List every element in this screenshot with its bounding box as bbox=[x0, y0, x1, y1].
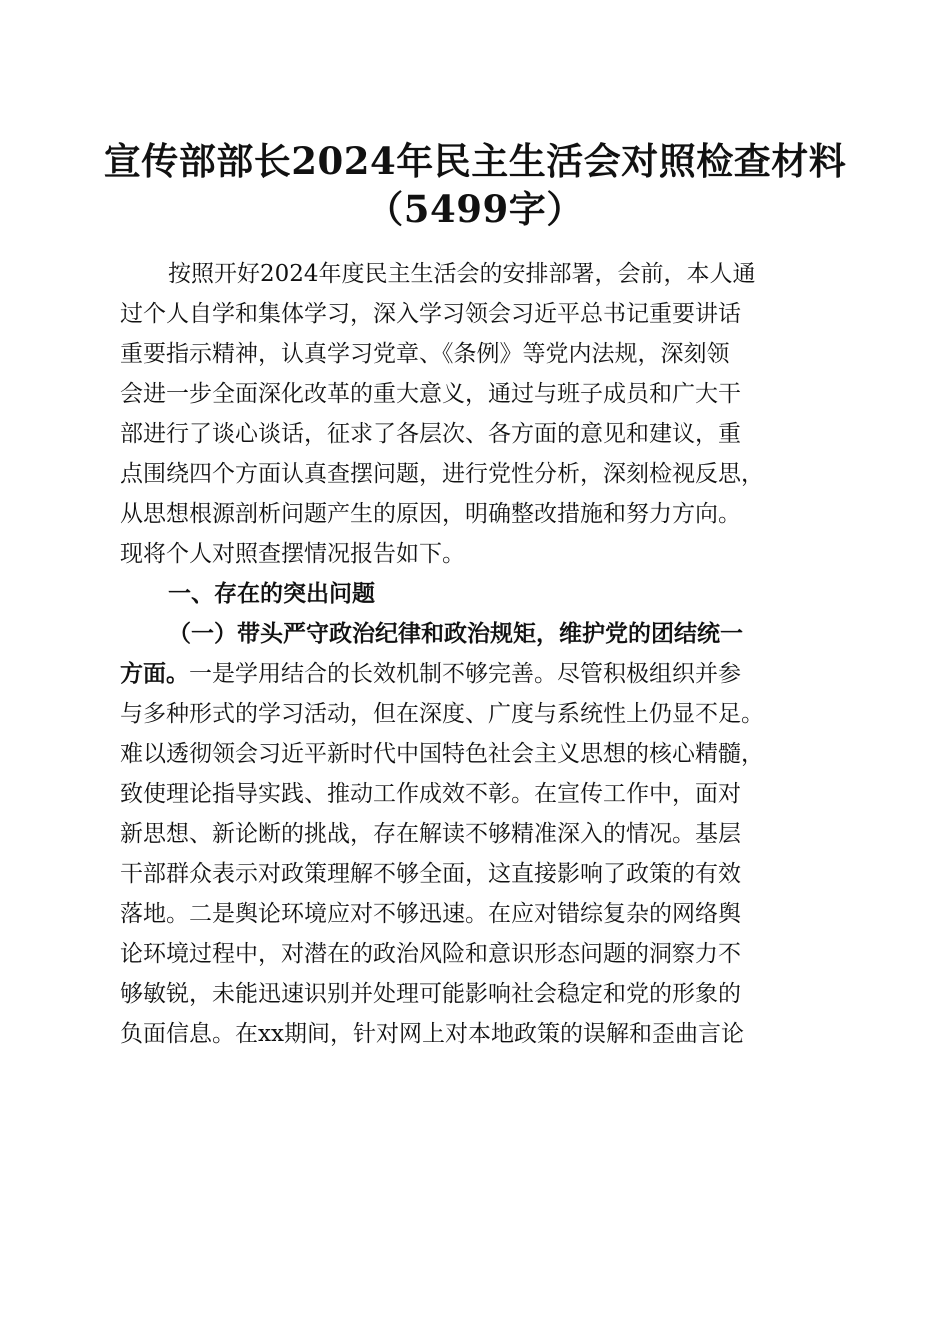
intro-line: 从思想根源剖析问题产生的原因，明确整改措施和努力方向。 bbox=[120, 501, 741, 527]
body-line: 致使理论指导实践、推动工作成效不彰。在宣传工作中，面对 bbox=[120, 781, 741, 807]
section-heading-1: 一、存在的突出问题 bbox=[168, 581, 375, 607]
intro-line: 现将个人对照查摆情况报告如下。 bbox=[120, 541, 465, 567]
title-line-2: （5499字） bbox=[366, 187, 584, 231]
subsection-heading-1-end: 方面。 bbox=[120, 660, 189, 687]
body-line: 够敏锐，未能迅速识别并处理可能影响社会稳定和党的形象的 bbox=[120, 981, 741, 1007]
title-line-1: 宣传部部长2024年民主生活会对照检查材料 bbox=[103, 139, 847, 183]
intro-line: 重要指示精神，认真学习党章、《条例》等党内法规，深刻领 bbox=[120, 341, 730, 367]
subsection-line bbox=[120, 654, 840, 694]
intro-line: 过个人自学和集体学习，深入学习领会习近平总书记重要讲话 bbox=[120, 301, 741, 327]
body-line: 新思想、新论断的挑战，存在解读不够精准深入的情况。基层 bbox=[120, 821, 741, 847]
document-title bbox=[100, 137, 850, 233]
intro-line: 点围绕四个方面认真查摆问题，进行党性分析，深刻检视反思， bbox=[120, 461, 764, 487]
body-line: 落地。二是舆论环境应对不够迅速。在应对错综复杂的网络舆 bbox=[120, 901, 741, 927]
body-line: 难以透彻领会习近平新时代中国特色社会主义思想的核心精髓， bbox=[120, 741, 764, 767]
body-line: 论环境过程中，对潜在的政治风险和意识形态问题的洞察力不 bbox=[120, 941, 741, 967]
subsection-heading-1: （一）带头严守政治纪律和政治规矩，维护党的团结统一 bbox=[168, 620, 743, 647]
intro-line: 会进一步全面深化改革的重大意义，通过与班子成员和广大干 bbox=[120, 381, 741, 407]
document-body bbox=[120, 254, 840, 1054]
intro-line: 按照开好2024年度民主生活会的安排部署，会前，本人通 bbox=[168, 261, 756, 287]
subsection-line-rest: 一是学用结合的长效机制不够完善。尽管积极组织并参 bbox=[189, 661, 741, 687]
intro-line: 部进行了谈心谈话，征求了各层次、各方面的意见和建议，重 bbox=[120, 421, 741, 447]
body-line: 负面信息。在xx期间，针对网上对本地政策的误解和歪曲言论 bbox=[120, 1021, 744, 1047]
body-line: 与多种形式的学习活动，但在深度、广度与系统性上仍显不足。 bbox=[120, 701, 764, 727]
body-line: 干部群众表示对政策理解不够全面，这直接影响了政策的有效 bbox=[120, 861, 741, 887]
